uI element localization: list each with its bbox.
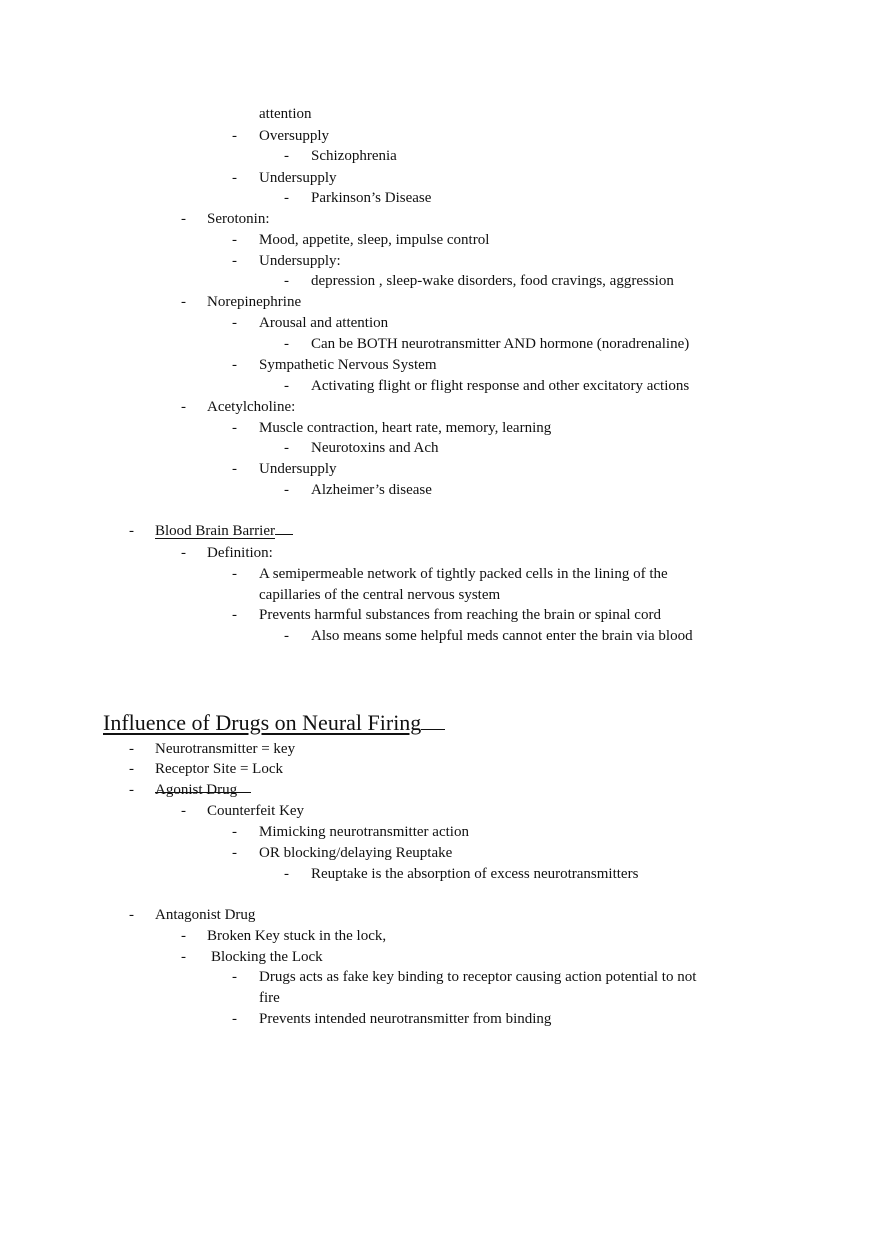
text-line: Mimicking neurotransmitter action — [259, 824, 469, 840]
text-line: Muscle contraction, heart rate, memory, learning — [259, 420, 552, 436]
bullet-dash: - — [129, 782, 134, 798]
underline-trail — [275, 533, 293, 535]
bullet-dash: - — [181, 545, 186, 561]
text-line: Receptor Site = Lock — [155, 761, 284, 777]
bullet-dash: - — [181, 294, 186, 310]
bullet-dash: - — [284, 866, 289, 882]
bullet-dash: - — [181, 949, 186, 965]
text-line: Antagonist Drug — [155, 907, 256, 923]
text-line: Drugs acts as fake key binding to receptor causing action potential to not — [259, 969, 697, 985]
text-line: Serotonin: — [207, 211, 270, 227]
text-line: Undersupply — [259, 461, 337, 477]
bullet-dash: - — [129, 523, 134, 539]
text-line: fire — [259, 990, 280, 1006]
bullet-dash: - — [232, 607, 237, 623]
text-line: Parkinson’s Disease — [311, 190, 432, 206]
strikethrough-text: Agonist Drug — [155, 782, 238, 798]
text-line: Neurotoxins and Ach — [311, 440, 439, 456]
bullet-dash: - — [232, 170, 237, 186]
heading-text: Influence of Drugs on Neural Firing — [103, 710, 422, 735]
text-line: Neurotransmitter = key — [155, 741, 296, 757]
text-line: OR blocking/delaying Reuptake — [259, 845, 453, 861]
bullet-dash: - — [129, 741, 134, 757]
bullet-dash: - — [232, 1011, 237, 1027]
bullet-dash: - — [129, 761, 134, 777]
text-line: Counterfeit Key — [207, 803, 305, 819]
text-line: Prevents intended neurotransmitter from binding — [259, 1011, 552, 1027]
bullet-dash: - — [284, 336, 289, 352]
bullet-dash: - — [232, 128, 237, 144]
bullet-dash: - — [232, 969, 237, 985]
text-line: Acetylcholine: — [207, 399, 296, 415]
text-line: Undersupply: — [259, 253, 341, 269]
bullet-dash: - — [232, 357, 237, 373]
text-line: Also means some helpful meds cannot enter the brain via blood — [311, 628, 693, 644]
text-line: Activating flight or flight response and other excitatory actions — [311, 378, 690, 394]
underline-trail — [421, 728, 445, 730]
section-title-text: Blood Brain Barrier — [155, 523, 275, 539]
text-line: Mood, appetite, sleep, impulse control — [259, 232, 490, 248]
bullet-dash: - — [232, 566, 237, 582]
bullet-dash: - — [284, 378, 289, 394]
text-line: Schizophrenia — [311, 148, 397, 164]
bullet-dash: - — [232, 253, 237, 269]
section-title-blood-brain-barrier — [155, 521, 293, 541]
bullet-dash: - — [232, 232, 237, 248]
bullet-dash: - — [232, 845, 237, 861]
text-line: attention — [259, 106, 312, 122]
text-line: Alzheimer’s disease — [311, 482, 432, 498]
text-line: capillaries of the central nervous system — [259, 587, 501, 603]
text-line: Prevents harmful substances from reaching the brain or spinal cord — [259, 607, 661, 623]
page-heading — [103, 709, 445, 737]
bullet-dash: - — [284, 482, 289, 498]
bullet-dash: - — [181, 928, 186, 944]
bullet-dash: - — [129, 907, 134, 923]
bullet-dash: - — [232, 420, 237, 436]
bullet-dash: - — [284, 628, 289, 644]
text-line: Reuptake is the absorption of excess neurotransmitters — [311, 866, 639, 882]
text-line: Arousal and attention — [259, 315, 389, 331]
bullet-dash: - — [284, 440, 289, 456]
text-line: Definition: — [207, 545, 273, 561]
text-line: Broken Key stuck in the lock, — [207, 928, 387, 944]
bullet-dash: - — [232, 461, 237, 477]
bullet-dash: - — [284, 273, 289, 289]
bullet-dash: - — [232, 824, 237, 840]
text-line-agonist — [155, 780, 237, 800]
text-line: Blocking the Lock — [211, 949, 323, 965]
text-line: Oversupply — [259, 128, 329, 144]
bullet-dash: - — [181, 803, 186, 819]
bullet-dash: - — [181, 211, 186, 227]
bullet-dash: - — [232, 315, 237, 331]
bullet-dash: - — [181, 399, 186, 415]
text-line: depression , sleep-wake disorders, food cravings, aggression — [311, 273, 674, 289]
text-line: Can be BOTH neurotransmitter AND hormone (noradrenaline) — [311, 336, 690, 352]
text-line: Norepinephrine — [207, 294, 302, 310]
bullet-dash: - — [284, 148, 289, 164]
text-line: A semipermeable network of tightly packed cells in the lining of the — [259, 566, 668, 582]
bullet-dash: - — [284, 190, 289, 206]
text-line: Sympathetic Nervous System — [259, 357, 437, 373]
text-line: Undersupply — [259, 170, 337, 186]
